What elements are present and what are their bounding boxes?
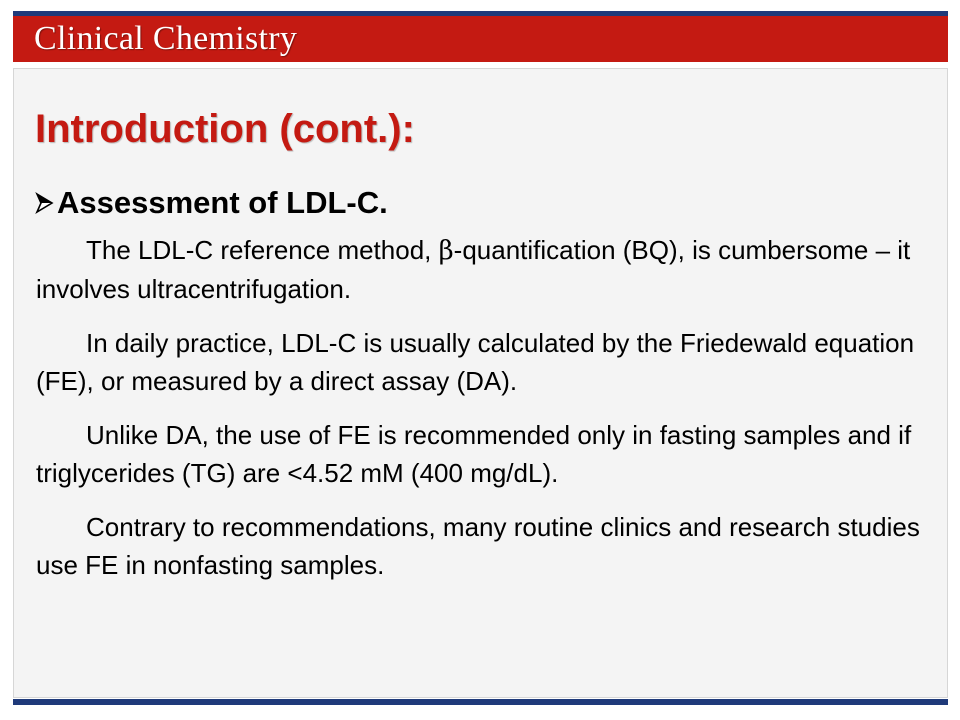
beta-symbol: β (438, 236, 454, 266)
paragraph-fasting-samples: Unlike DA, the use of FE is recommended only in fasting samples and if triglycerides (TG) are <4.52 mM (400 mg/dL). (36, 420, 912, 488)
header-bar (13, 16, 948, 62)
bottom-rule (13, 699, 948, 705)
bullet-text: Assessment of LDL-C. (57, 185, 388, 220)
bullet-heading (35, 183, 388, 223)
paragraph-daily-practice: In daily practice, LDL-C is usually calculated by the Friedewald equation (FE), or measured by a direct assay (DA). (36, 328, 915, 396)
paragraph-reference-method (36, 231, 926, 308)
slide-title: Introduction (cont.): (35, 107, 415, 151)
body-paragraphs (36, 231, 926, 600)
paragraph-nonfasting-use: Contrary to recommendations, many routine clinics and research studies use FE in nonfasting samples. (36, 512, 920, 580)
header-title: Clinical Chemistry (34, 20, 298, 57)
paragraph-text-before-symbol: The LDL-C reference method, (86, 235, 439, 265)
arrow-bullet-icon (35, 192, 55, 214)
paragraph-text-after-symbol: -quantification (BQ), is cumbersome – it involves ultracentrifugation. (36, 235, 911, 304)
